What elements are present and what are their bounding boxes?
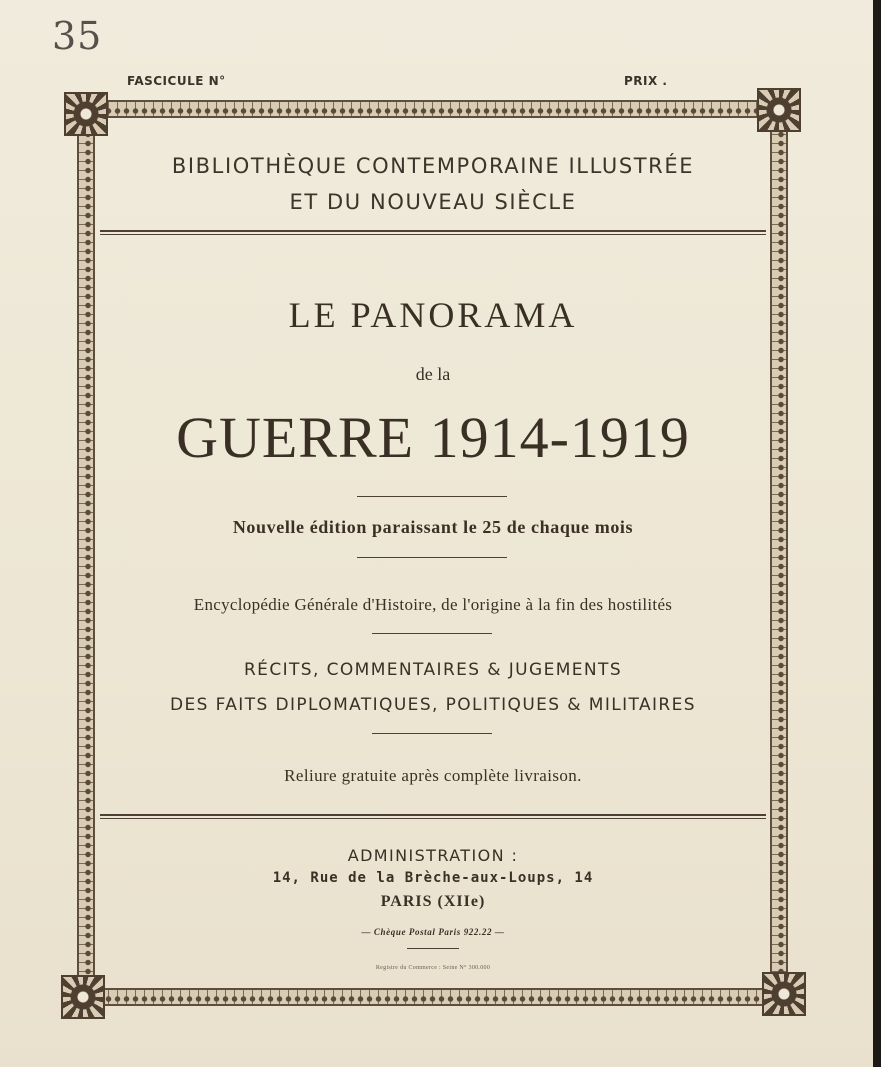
short-rule: [372, 733, 492, 734]
page-edge-shadow: [873, 0, 881, 1067]
frame-corner-ornament: [757, 88, 801, 132]
frame-corner-ornament: [762, 972, 806, 1016]
short-rule: [407, 948, 459, 949]
encyclopedia-description: Encyclopédie Générale d'Histoire, de l'origine à la fin des hostilités: [193, 595, 673, 614]
war-title: GUERRE 1914-1919: [176, 405, 690, 470]
frame-left-border: [77, 112, 95, 1000]
content-line-1: RÉCITS, COMMENTAIRES & JUGEMENTS: [243, 660, 623, 680]
frame-top-border: [86, 100, 782, 118]
short-rule: [357, 496, 507, 497]
series-title-line-1: BIBLIOTHÈQUE CONTEMPORAINE ILLUSTRÉE: [171, 154, 695, 178]
series-title-line-2: ET DU NOUVEAU SIÈCLE: [289, 190, 577, 214]
frame-bottom-border: [86, 988, 782, 1006]
postal-cheque-line: — Chèque Postal Paris 922.22 —: [361, 927, 505, 937]
commerce-register-line: Registre du Commerce : Seine N° 300.000: [375, 965, 491, 971]
frame-right-border: [770, 112, 788, 1000]
title-connector: de la: [415, 364, 451, 384]
edition-subtitle: Nouvelle édition paraissant le 25 de chaque mois: [232, 517, 634, 537]
price-label: PRIX .: [624, 74, 668, 88]
city-line: PARIS (XIIe): [380, 893, 486, 910]
main-title: LE PANORAMA: [288, 295, 578, 335]
frame-corner-ornament: [61, 975, 105, 1019]
handwritten-number: 35: [52, 14, 103, 58]
frame-corner-ornament: [64, 92, 108, 136]
binding-note: Reliure gratuite après complète livraison.: [284, 766, 582, 785]
fascicule-label: FASCICULE N°: [127, 74, 226, 88]
short-rule: [357, 557, 507, 558]
address-line: 14, Rue de la Brèche-aux-Loups, 14: [272, 870, 594, 886]
administration-heading: ADMINISTRATION :: [347, 846, 519, 865]
section-divider: [100, 814, 766, 819]
content-line-2: DES FAITS DIPLOMATIQUES, POLITIQUES & MILITAIRES: [170, 695, 696, 715]
section-divider: [100, 230, 766, 235]
short-rule: [372, 633, 492, 634]
